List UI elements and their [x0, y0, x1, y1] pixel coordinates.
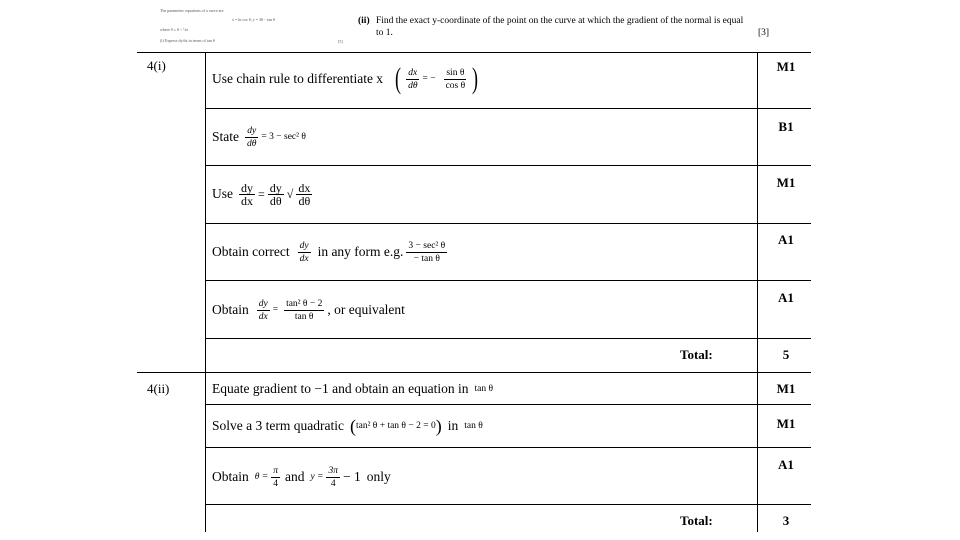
table-rule	[205, 447, 811, 448]
answer-text: Obtain	[212, 469, 249, 484]
answer-math: − 1	[343, 469, 361, 484]
context-line-1: The parametric equations of a curve are	[160, 8, 224, 13]
equals: =	[258, 186, 265, 201]
answer-text: , or equivalent	[327, 302, 405, 317]
table-rule	[205, 165, 811, 166]
fraction-sin-cos: $\frac{\text{sin θ}}{\text{cos θ}}$	[445, 67, 466, 91]
mark-code: A1	[778, 457, 794, 472]
answer-text: Use	[212, 186, 233, 201]
context-mark: [5]	[338, 39, 343, 44]
total-label: Total:	[680, 513, 713, 528]
answer-text: in any form e.g.	[317, 244, 404, 259]
mark-code: M1	[776, 175, 796, 190]
table-rule	[205, 404, 811, 405]
total-value: 3	[782, 513, 790, 528]
answer-text: in	[447, 418, 459, 433]
answer-text: Solve a 3 term quadratic	[212, 418, 344, 433]
fraction-dy-dx: $\frac{dy}{dx}$	[241, 180, 253, 208]
table-rule	[137, 372, 811, 373]
question-text-line-1: Find the exact y-coordinate of the point on the curve at which the gradient of the normal is equal	[376, 16, 744, 26]
mark-code: A1	[778, 290, 794, 305]
fraction-pi-4: $\frac{\pi}{4}$	[273, 465, 278, 489]
fraction-dy-dtheta: $\frac{dy}{d\theta}$	[247, 125, 257, 149]
mark-code: B1	[778, 119, 794, 134]
table-rule	[205, 280, 811, 281]
answer-text: and	[284, 469, 305, 484]
context-line-4: (i) Express dy/dx in terms of tan θ	[160, 38, 215, 43]
fraction-result: $\frac{\text{tan² θ − 2}}{\text{tan θ}}$	[286, 298, 323, 322]
answer-text: State	[212, 129, 239, 144]
expression: = 3 − sec² θ	[261, 132, 306, 142]
question-part-label: (ii)	[358, 16, 370, 26]
right-paren: )	[435, 416, 442, 436]
table-column-rule	[205, 52, 206, 532]
mark-code: M1	[776, 416, 796, 431]
answer-row-obtain-theta-y	[212, 456, 391, 498]
answer-row-use-formula	[212, 174, 315, 214]
answer-math: θ =	[254, 472, 269, 482]
question-marks: [3]	[758, 28, 770, 38]
left-paren: (	[349, 416, 356, 436]
equals: =	[272, 305, 279, 315]
mark-code: M1	[776, 59, 796, 74]
answer-text: Obtain	[212, 302, 249, 317]
root-sign: √	[286, 186, 294, 201]
answer-row-obtain-final	[212, 289, 405, 331]
table-rule	[205, 504, 811, 505]
answer-row-state-dy-dtheta	[212, 117, 306, 157]
answer-row-obtain-correct	[212, 231, 450, 273]
fraction-dx-dtheta: $\frac{dx}{d\theta}$	[298, 180, 311, 208]
answer-math: tan² θ + tan θ − 2 = 0	[355, 421, 436, 431]
fraction-dy-dx: $\frac{dy}{dx}$	[299, 240, 309, 264]
table-rule	[137, 52, 811, 53]
part-ii-label: 4(ii)	[147, 381, 170, 396]
fraction-3pi-4: $\frac{3\pi}{4}$	[328, 465, 338, 489]
right-paren: )	[472, 62, 479, 95]
table-rule	[205, 338, 811, 339]
answer-text: only	[366, 469, 391, 484]
answer-row-solve-quadratic	[212, 415, 483, 437]
question-text-line-2: to 1.	[376, 28, 393, 38]
answer-row-chain-rule	[212, 59, 480, 99]
left-paren: (	[395, 62, 402, 95]
answer-text: Obtain correct	[212, 244, 290, 259]
fraction-dy-dtheta: $\frac{dy}{d\theta}$	[269, 180, 282, 208]
part-i-label: 4(i)	[147, 58, 166, 73]
context-line-2: x = ln cos θ, y = 3θ − tan θ	[232, 17, 275, 22]
mark-code: A1	[778, 232, 794, 247]
context-line-3: where 0 ≤ θ < ½π	[160, 27, 189, 32]
equals-minus: = −	[422, 74, 436, 84]
mark-code: M1	[776, 381, 796, 396]
table-rule	[205, 108, 811, 109]
total-label: Total:	[680, 347, 713, 362]
table-rule	[205, 223, 811, 224]
answer-math: y =	[310, 472, 324, 482]
answer-text: Equate gradient to −1 and obtain an equation in	[212, 381, 469, 396]
fraction-example: $\frac{\text{3 − sec² θ}}{\text{− tan θ}}$	[408, 240, 446, 264]
answer-math: tan θ	[474, 384, 494, 394]
total-value: 5	[782, 347, 790, 362]
answer-text: Use chain rule to differentiate x	[212, 71, 384, 86]
fraction-dx-dtheta: $\frac{dx}{d\theta}$	[408, 67, 418, 91]
fraction-dy-dx: $\frac{dy}{dx}$	[258, 298, 268, 322]
answer-math: tan θ	[464, 421, 483, 431]
answer-row-equate-gradient	[212, 379, 493, 399]
